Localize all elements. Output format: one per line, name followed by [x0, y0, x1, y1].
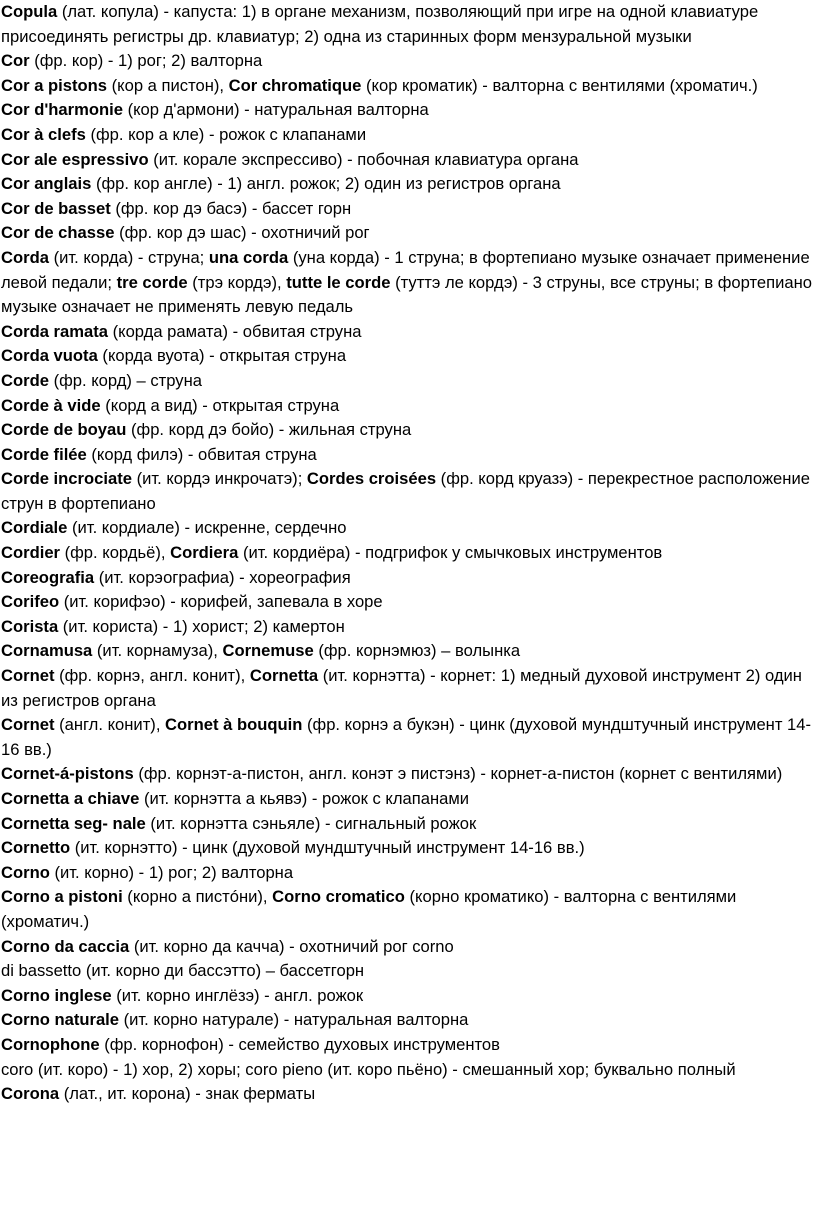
dictionary-entry	[1, 885, 816, 934]
dictionary-entry	[1, 516, 816, 541]
entry-text: (фр. кор а кле) - рожок с клапанами	[85, 124, 367, 144]
dictionary-entry	[1, 172, 816, 197]
entry-term: Cornet	[1, 666, 55, 686]
dictionary-entry	[1, 566, 816, 591]
dictionary-entry	[1, 861, 816, 886]
dictionary-entry	[1, 762, 816, 787]
entry-term: Cor ale espressivo	[1, 149, 149, 169]
entry-text: (ит. корэографиа) - хореография	[94, 567, 351, 587]
entry-text: (ит. корно натурале) - натуральная валторна	[119, 1010, 469, 1030]
entry-term: Corde filée	[1, 444, 87, 464]
entry-term: Cor anglais	[1, 174, 92, 194]
entry-text: (туттэ ле кордэ) - 3 струны, все струны; в фортепиано музыке означает не применять левую педаль	[1, 272, 813, 317]
entry-term: Corde de boyau	[1, 420, 127, 440]
entry-term: Cornamusa	[1, 641, 93, 661]
dictionary-entry	[1, 320, 816, 345]
entry-term: Cor d'harmonie	[1, 100, 123, 120]
dictionary-entry	[1, 0, 816, 49]
entry-text: (корд а вид) - открытая струна	[100, 395, 340, 415]
entry-term: Cor	[1, 51, 30, 71]
entry-text: (англ. конит),	[54, 715, 166, 735]
entry-text: (ит. корда) - струна;	[48, 247, 209, 267]
entry-term: Cornet-á-pistons	[1, 764, 134, 784]
entry-text: (кор кроматик) - валторна с вентилями (хроматич.)	[361, 75, 758, 95]
dictionary-entry	[1, 467, 816, 516]
entry-term: Corifeo	[1, 592, 60, 612]
entry-text: di bassetto (ит. корно ди бассэтто) – бассетгорн	[1, 961, 365, 981]
entry-term: Cornet à bouquin	[165, 715, 303, 735]
entry-text: (корно а пистóни),	[122, 887, 273, 907]
entry-text: (ит. корно да качча) - охотничий рог corno	[129, 936, 454, 956]
entry-text: (ит. корнэтта сэньяле) - сигнальный рожок	[145, 813, 477, 833]
dictionary-entry	[1, 590, 816, 615]
entry-text: (ит. кордэ инкрочатэ);	[131, 469, 307, 489]
dictionary-entry	[1, 418, 816, 443]
dictionary-entry	[1, 639, 816, 664]
dictionary-entry	[1, 541, 816, 566]
entry-term: Corista	[1, 616, 59, 636]
entry-text: (фр. корд дэ бойо) - жильная струна	[126, 420, 412, 440]
dictionary-entry	[1, 935, 816, 960]
entry-term: Cor de basset	[1, 198, 111, 218]
dictionary-entry	[1, 98, 816, 123]
entry-text: (лат., ит. корона) - знак ферматы	[59, 1084, 316, 1104]
entry-text: (фр. корнофон) - семейство духовых инструментов	[99, 1034, 500, 1054]
entry-term: Cor à clefs	[1, 124, 86, 144]
entry-term: Corno cromatico	[272, 887, 405, 907]
entry-text: (фр. кордьё),	[60, 543, 171, 563]
entry-term: Cornetta a chiave	[1, 789, 140, 808]
entry-term: Corda vuota	[1, 346, 98, 366]
entry-text: (фр. корнэ, англ. конит),	[54, 666, 250, 686]
dictionary-entry	[1, 615, 816, 640]
entry-term: Cordes croisées	[306, 469, 437, 489]
entry-term: Corno naturale	[1, 1010, 120, 1030]
entry-term: tutte le corde	[286, 272, 391, 292]
dictionary-entry	[1, 394, 816, 419]
entry-text: (уна корда) - 1 струна; в фортепиано музыке означает применение левой педали;	[1, 247, 810, 292]
entry-text: (ит. корно) - 1) рог; 2) валторна	[49, 862, 294, 882]
dictionary-entry	[1, 1082, 816, 1107]
entry-text: (кор д'армони) - натуральная валторна	[122, 100, 429, 120]
dictionary-entry	[1, 984, 816, 1009]
dictionary-entry	[1, 959, 816, 984]
entry-text: coro (ит. коро) - 1) хор, 2) хоры; coro pieno (ит. коро пьёно) - смешанный хор; буквально полный	[1, 1059, 736, 1079]
dictionary-entry	[1, 1058, 816, 1083]
entry-text: (фр. кор дэ шас) - охотничий рог	[114, 223, 370, 243]
entry-term: Cornet	[1, 715, 55, 735]
entry-text: (корд филэ) - обвитая струна	[86, 444, 317, 464]
entry-text: (фр. кор) - 1) рог; 2) валторна	[29, 51, 263, 71]
entry-text: (корда рамата) - обвитая струна	[107, 321, 362, 341]
dictionary-entry	[1, 812, 816, 837]
dictionary-entry	[1, 246, 816, 320]
dictionary-entry	[1, 664, 816, 713]
entry-text: (лат. копула) - капуста: 1) в органе механизм, позволяющий при игре на одной клавиатуре присоединять регистры др. клавиатур; 2) одна из старинных форм мензуральной музыки	[1, 2, 759, 46]
entry-term: Cor de chasse	[1, 223, 115, 243]
entry-term: Copula	[1, 2, 58, 21]
entry-text: (ит. корнэтто) - цинк (духовой мундштучный инструмент 14-16 вв.)	[70, 838, 585, 858]
entry-term: Cornetta	[249, 666, 319, 686]
entry-text: (ит. корале экспрессиво) - побочная клавиатура органа	[148, 149, 579, 169]
entry-text: (фр. корд) – струна	[48, 370, 202, 390]
entry-text: (ит. корнэтта) - корнет: 1) медный духовой инструмент 2) один из регистров органа	[1, 666, 802, 710]
entry-text: (фр. корд круазэ) - перекрестное расположение струн в фортепиано	[1, 469, 810, 513]
entry-term: Coreografia	[1, 567, 95, 587]
entry-term: Cordiera	[170, 543, 239, 563]
entry-term: Cornemuse	[222, 641, 314, 661]
entry-term: Corno da caccia	[1, 936, 130, 956]
entry-text: (ит. корифэо) - корифей, запевала в хоре	[59, 592, 383, 612]
entry-term: una corda	[208, 247, 289, 267]
dictionary-entry	[1, 369, 816, 394]
entry-term: Corde incrociate	[1, 469, 132, 489]
entry-text: (фр. корнэ а букэн) - цинк (духовой мундштучный инструмент 14- 16 вв.)	[1, 715, 812, 759]
entry-term: Corno	[1, 862, 50, 882]
dictionary-entry	[1, 1008, 816, 1033]
dictionary-entry	[1, 221, 816, 246]
entry-text: (фр. кор дэ басэ) - бассет горн	[110, 198, 352, 218]
entry-term: Cornophone	[1, 1034, 100, 1054]
entry-term: Corda	[1, 247, 49, 267]
entry-term: Corno inglese	[1, 985, 112, 1005]
entry-text: (трэ кордэ),	[187, 272, 287, 292]
entry-text: (ит. корно инглёзэ) - англ. рожок	[111, 985, 364, 1005]
entry-term: Cordier	[1, 543, 61, 563]
dictionary-entry	[1, 197, 816, 222]
entry-term: Corde	[1, 370, 49, 390]
dictionary-entry	[1, 148, 816, 173]
entry-term: Cor a pistons	[1, 75, 108, 95]
entry-term: tre corde	[116, 272, 188, 292]
entry-text: (ит. корнэтта а кьявэ) - рожок с клапанами	[139, 789, 470, 808]
entry-text: (фр. корнэт-а-пистон, англ. конэт э пистэнз) - корнет-а-пистон (корнет с вентилями)	[133, 764, 783, 784]
entry-term: Cor chromatique	[228, 75, 362, 95]
entry-text: (корда вуота) - открытая струна	[97, 346, 347, 366]
entry-term: Corno a pistoni	[1, 887, 123, 907]
entry-text: (корно кроматико) - валторна с вентилями (хроматич.)	[1, 887, 737, 931]
entry-term: Cordiale	[1, 518, 68, 538]
dictionary-entry	[1, 344, 816, 369]
entry-text: (ит. кордиале) - искренне, сердечно	[67, 518, 347, 538]
entry-text: (фр. кор англе) - 1) англ. рожок; 2) один из регистров органа	[91, 174, 561, 194]
entry-text: (ит. корнамуза),	[92, 641, 223, 661]
dictionary-entry	[1, 49, 816, 74]
dictionary-entry	[1, 443, 816, 468]
dictionary-entry	[1, 836, 816, 861]
dictionary-entry	[1, 787, 816, 812]
dictionary-entry	[1, 713, 816, 762]
entry-text: (фр. корнэмюз) – волынка	[313, 641, 521, 661]
entry-term: Corde à vide	[1, 395, 101, 415]
dictionary-entry	[1, 123, 816, 148]
dictionary-entry	[1, 1033, 816, 1058]
entry-term: Cornetta seg- nale	[1, 813, 146, 833]
entry-term: Corona	[1, 1084, 60, 1104]
dictionary-entry	[1, 74, 816, 99]
entry-text: (кор а пистон),	[107, 75, 229, 95]
entry-term: Cornetto	[1, 838, 71, 858]
entry-text: (ит. користа) - 1) хорист; 2) камертон	[58, 616, 345, 636]
entry-term: Corda ramata	[1, 321, 108, 341]
entry-text: (ит. кордиёра) - подгрифок у смычковых инструментов	[238, 543, 663, 563]
